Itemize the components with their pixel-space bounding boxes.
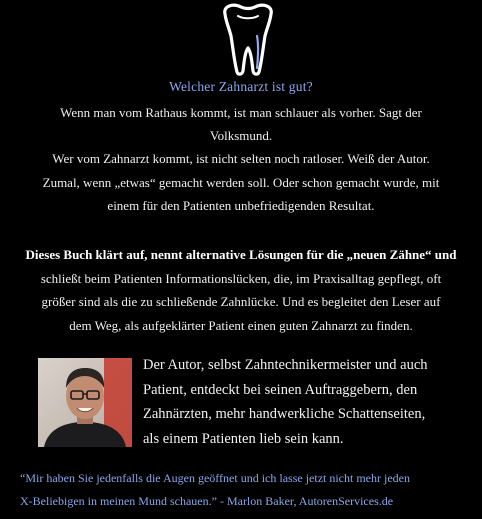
author-line: Zahnärzten, mehr handwerkliche Schattenseiten, <box>143 406 426 422</box>
intro-line: Wenn man vom Rathaus kommt, ist man schlauer als vorher. Sagt der <box>60 105 422 120</box>
intro-line: Wer vom Zahnarzt kommt, ist nicht selten noch ratloser. Weiß der Autor. <box>52 151 430 167</box>
intro-line: Volksmund. <box>209 128 273 144</box>
book-line: Dieses Buch klärt auf, nennt alternative Lösungen für die „neuen Zähne“ und <box>25 247 457 262</box>
author-photo <box>38 358 132 447</box>
intro-line: einem für den Patienten unbefriedigenden Resultat. <box>107 197 375 213</box>
intro-line: Zumal, wenn „etwas“ gemacht werden soll. Oder schon gemacht wurde, mit <box>42 174 440 190</box>
page-title: Welcher Zahnarzt ist gut? <box>169 79 313 94</box>
tooth-icon <box>217 2 279 78</box>
book-line: dem Weg, als aufgeklärter Patient einen guten Zahnarzt zu finden. <box>69 318 413 334</box>
author-line: Patient, entdeckt bei seinen Auftraggebern, den <box>143 381 418 398</box>
book-description <box>10 243 472 338</box>
author-bio <box>143 353 478 451</box>
intro-paragraph <box>14 101 468 217</box>
author-line: als einem Patienten lieb sein kann. <box>143 430 344 447</box>
quote-line: “Mir haben Sie jedenfalls die Augen geöffnet und ich lasse jetzt nicht mehr jeden <box>20 471 410 485</box>
quote-line: X-Beliebigen in meinen Mund schauen.” - Marlon Baker, AutorenServices.de <box>20 494 394 508</box>
author-line: Der Autor, selbst Zahntechnikermeister und auch <box>143 357 428 373</box>
testimonial-quote <box>20 467 470 513</box>
book-line: größer sind als die zu schließende Zahnlücke. Und es begleitet den Leser auf <box>41 294 441 310</box>
book-line: schließt beim Patienten Informationslücken, die, im Praxisalltag gepflegt, oft <box>40 270 442 286</box>
